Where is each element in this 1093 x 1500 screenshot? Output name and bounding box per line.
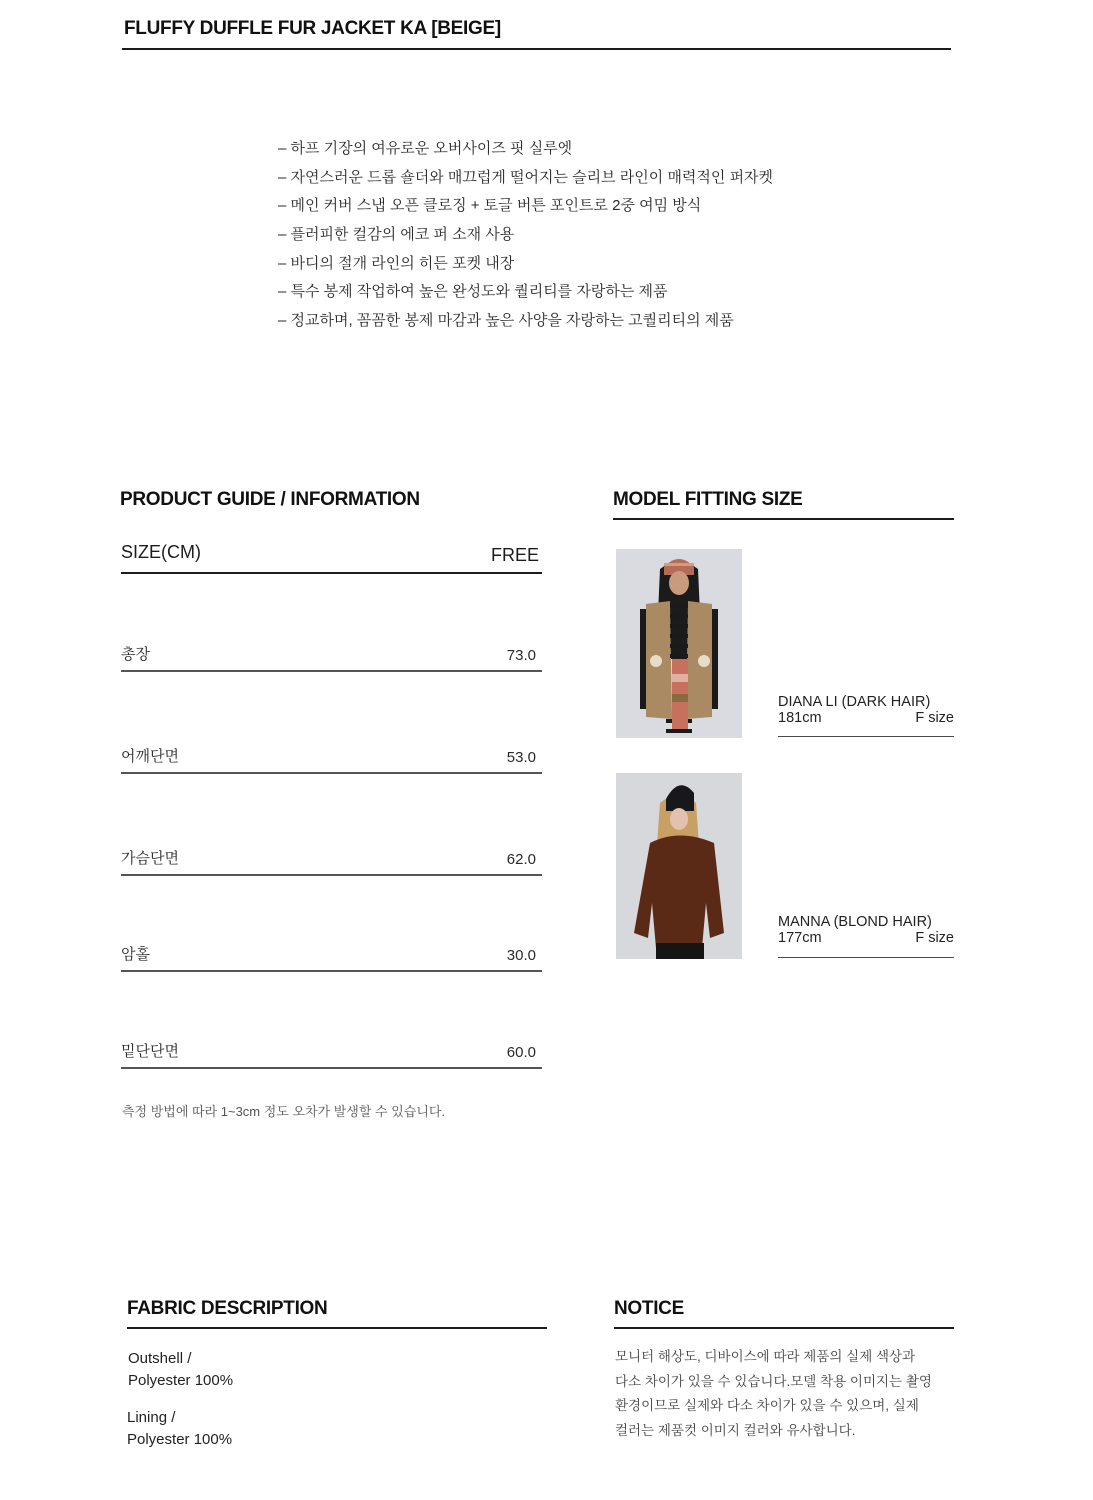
size-row [121, 1027, 542, 1069]
size-column-label: FREE [490, 545, 539, 565]
description-line: – 정교하며, 꼼꼼한 봉제 마감과 높은 사양을 자랑하는 고퀄리티의 제품 [278, 312, 734, 330]
model-photo-manna [616, 773, 742, 959]
model-size: F size [915, 930, 954, 946]
description-line: – 하프 기장의 여유로운 오버사이즈 핏 실루엣 [278, 140, 573, 157]
size-header-label: SIZE(CM) [121, 542, 201, 562]
size-row [121, 732, 542, 774]
description-line: – 자연스러운 드롭 숄더와 매끄럽게 떨어지는 슬리브 라인이 매력적인 퍼자켓 [278, 168, 774, 186]
fabric-material: Polyester 100% [128, 1372, 234, 1389]
notice-heading: NOTICE [614, 1298, 684, 1319]
model-size: F size [915, 710, 954, 726]
row-divider [121, 874, 542, 876]
product-title: FLUFFY DUFFLE FUR JACKET KA [BEIGE] [124, 18, 501, 39]
model-card-diana [778, 694, 954, 737]
notice-line: 모니터 해상도, 디바이스에 따라 제품의 실제 색상과 [615, 1349, 916, 1364]
fabric-outshell [128, 1348, 233, 1392]
description-line: – 플러피한 컬감의 에코 퍼 소재 사용 [278, 226, 515, 244]
notice-divider [614, 1327, 954, 1329]
size-row-value: 62.0 [506, 851, 536, 868]
model-name: DIANA LI (DARK HAIR) [778, 694, 931, 710]
size-row-label: 총장 [121, 646, 150, 663]
fabric-lining [127, 1407, 232, 1451]
size-row [121, 834, 542, 876]
model-divider [778, 957, 954, 959]
measurement-note: 측정 방법에 따라 1~3cm 정도 오차가 발생할 수 있습니다. [122, 1104, 446, 1119]
row-divider [121, 970, 542, 972]
size-row [121, 630, 542, 672]
model-photo-diana [616, 549, 742, 738]
size-row-value: 60.0 [506, 1044, 536, 1061]
model-height: 181cm [778, 710, 822, 726]
model-card-manna [778, 914, 954, 958]
size-row-value: 30.0 [506, 947, 536, 964]
fabric-divider [127, 1327, 547, 1329]
description-line: – 메인 커버 스냅 오픈 클로징 + 토글 버튼 포인트로 2중 여밈 방식 [278, 197, 702, 215]
size-row-label: 암홀 [121, 946, 150, 963]
notice-body [615, 1345, 932, 1443]
size-row-label: 밑단단면 [121, 1043, 179, 1060]
description-line: – 특수 봉제 작업하여 높은 완성도와 퀄리티를 자랑하는 제품 [278, 283, 668, 301]
notice-line: 다소 차이가 있을 수 있습니다.모델 착용 이미지는 촬영 [615, 1373, 932, 1389]
size-row [121, 930, 542, 972]
row-divider [121, 670, 542, 672]
model-divider [778, 736, 954, 738]
row-divider [121, 772, 542, 774]
fabric-part: Outshell / [128, 1350, 192, 1367]
model-height: 177cm [778, 930, 822, 946]
size-row-label: 가슴단면 [121, 850, 179, 867]
fabric-heading: FABRIC DESCRIPTION [127, 1298, 328, 1319]
size-row-value: 53.0 [506, 749, 536, 766]
size-row-label: 어깨단면 [121, 748, 179, 765]
product-description [278, 135, 773, 336]
model-image-icon [616, 773, 742, 959]
title-divider [122, 48, 951, 50]
model-fitting-heading: MODEL FITTING SIZE [613, 489, 803, 510]
description-line: – 바디의 절개 라인의 히든 포켓 내장 [278, 254, 515, 272]
notice-line: 환경이므로 실제와 다소 차이가 있을 수 있으며, 실제 [615, 1398, 919, 1413]
size-header-divider [121, 572, 542, 574]
model-name: MANNA (BLOND HAIR) [778, 914, 932, 930]
size-row-value: 73.0 [506, 647, 536, 664]
product-guide-heading: PRODUCT GUIDE / INFORMATION [120, 489, 420, 510]
model-image-icon [616, 549, 742, 738]
fabric-part: Lining / [127, 1409, 176, 1426]
row-divider [121, 1067, 542, 1069]
model-fitting-divider [613, 518, 954, 520]
fabric-material: Polyester 100% [127, 1431, 233, 1448]
size-table-header [121, 542, 542, 574]
notice-line: 컬러는 제품컷 이미지 컬러와 유사합니다. [615, 1422, 856, 1438]
